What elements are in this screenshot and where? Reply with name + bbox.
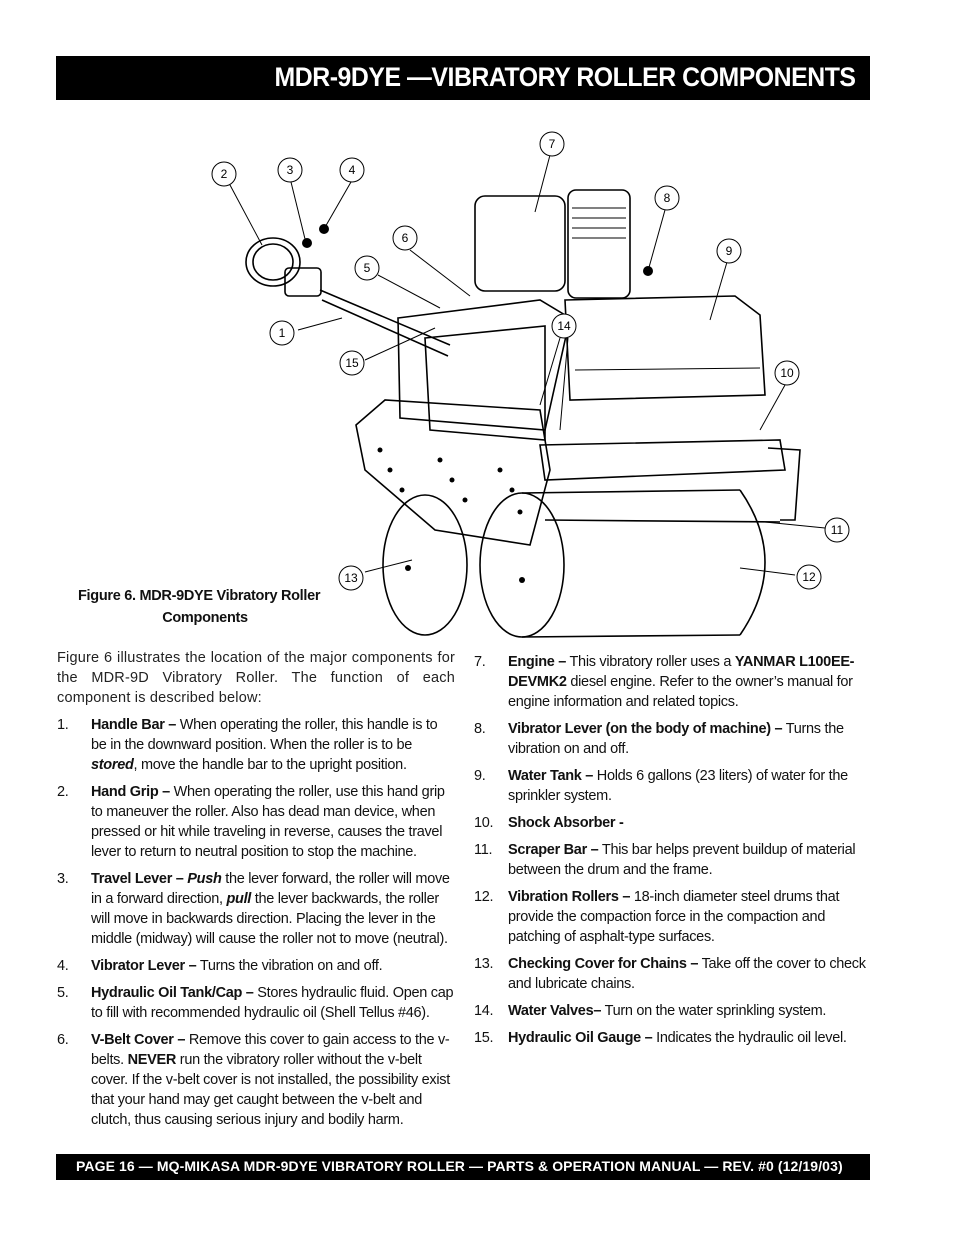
list-item: 1. Handle Bar – When operating the roller, this handle is to be in the downward position. When the roller is to be stored, move the handle bar to the upright position. (57, 717, 438, 773)
callout-5: 5 (363, 261, 371, 275)
callout-10: 10 (780, 366, 794, 380)
footer-bar (56, 1154, 870, 1180)
caption-line-2: Components (162, 610, 248, 626)
callout-6: 6 (401, 231, 409, 245)
list-item: 2. Hand Grip – When operating the roller, use this hand grip to maneuver the roller. Also has dead man device, when pressed or hit while traveling in reverse, causes the travel lever to return to neutral position to stop the machine. (57, 784, 445, 860)
figure-caption (60, 585, 350, 629)
caption-line-1: Figure 6. MDR-9DYE Vibratory Roller (78, 588, 321, 604)
callout-15: 15 (345, 356, 359, 370)
list-item: 4. Vibrator Lever – Turns the vibration on and off. (57, 958, 383, 974)
intro-paragraph: Figure 6 illustrates the location of the major components for the MDR-9D Vibratory Roller. The function of each component is described below: (57, 650, 455, 706)
callout-12: 12 (802, 570, 816, 584)
callout-3: 3 (286, 163, 294, 177)
list-item: 15. Hydraulic Oil Gauge – Indicates the hydraulic oil level. (474, 1030, 847, 1046)
roller-diagram (200, 125, 860, 650)
list-item: 12. Vibration Rollers – 18-inch diameter steel drums that provide the compaction force in the compaction and patching of asphalt-type surfaces. (474, 889, 840, 945)
callout-9: 9 (725, 244, 733, 258)
left-column (57, 648, 455, 1137)
right-column (474, 652, 870, 1055)
list-item: 10. Shock Absorber - (474, 815, 624, 831)
list-item: 11. Scraper Bar – This bar helps prevent buildup of material between the drum and the frame. (474, 842, 856, 878)
list-item: 13. Checking Cover for Chains – Take off the cover to check and lubricate chains. (474, 956, 866, 992)
page-title: MDR-9DYE —VIBRATORY ROLLER COMPONENTS (274, 62, 856, 92)
list-item: 5. Hydraulic Oil Tank/Cap – Stores hydraulic fluid. Open cap to fill with recommended hydraulic oil (Shell Tellus #46). (57, 985, 454, 1021)
callout-2: 2 (220, 167, 228, 181)
title-bar (56, 56, 870, 100)
callout-7: 7 (548, 137, 556, 151)
list-item: 6. V-Belt Cover – Remove this cover to gain access to the v-belts. NEVER run the vibratory roller without the v-belt cover. If the v-belt cover is not installed, the possibility exist that your hand may get caught between the v-belt and clutch, thus causing serious injury and bodily harm. (57, 1032, 450, 1128)
callout-14: 14 (557, 319, 571, 333)
callout-13: 13 (344, 571, 358, 585)
list-item: 9. Water Tank – Holds 6 gallons (23 liters) of water for the sprinkler system. (474, 768, 848, 804)
list-item: 7. Engine – This vibratory roller uses a YANMAR L100EE-DEVMK2 diesel engine. Refer to the owner’s manual for engine information and related topics. (474, 654, 855, 710)
callout-1: 1 (278, 326, 286, 340)
list-item: 3. Travel Lever – Push the lever forward, the roller will move in a forward direction, pull the lever backwards, the roller will move in backwards direction. Placing the lever in the middle (midway) will cause the roller not to move (neutral). (57, 871, 450, 947)
footer-text: PAGE 16 — MQ-MIKASA MDR-9DYE VIBRATORY ROLLER — PARTS & OPERATION MANUAL — REV. #0 (12/19/03) (76, 1158, 843, 1174)
list-item: 8. Vibrator Lever (on the body of machine) – Turns the vibration on and off. (474, 721, 844, 757)
callout-4: 4 (348, 163, 356, 177)
list-item: 14. Water Valves– Turn on the water sprinkling system. (474, 1003, 827, 1019)
callout-11: 11 (830, 523, 844, 537)
callout-8: 8 (663, 191, 671, 205)
